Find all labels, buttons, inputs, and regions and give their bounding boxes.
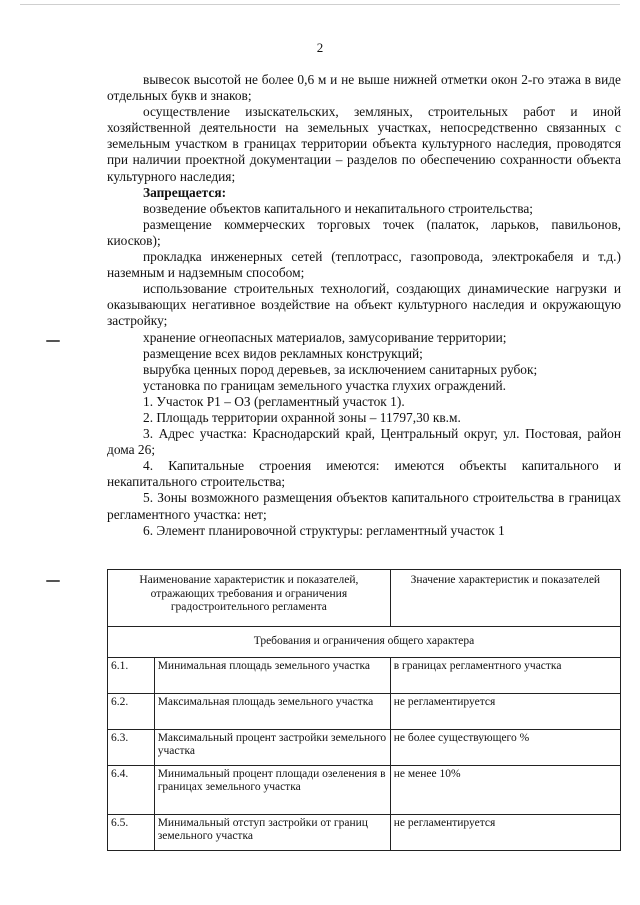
paragraph: размещение всех видов рекламных конструкций; (143, 345, 423, 361)
scan-edge-line (20, 4, 620, 5)
paragraph: вырубка ценных пород деревьев, за исключением санитарных рубок; (143, 361, 538, 377)
margin-mark (46, 580, 60, 582)
paragraph: 1. Участок Р1 – ОЗ (регламентный участок 1). (143, 393, 405, 409)
paragraph: хранение огнеопасных материалов, замусоривание территории; (143, 329, 507, 345)
header-characteristics: Наименование характеристик и показателей, отражающих требования и ограничения градостроительного регламента (108, 570, 391, 627)
row-number: 6.3. (108, 729, 155, 765)
row-number: 6.2. (108, 693, 155, 729)
paragraph: 4. Капитальные строения имеются: имеются объекты капитального и некапитального строительства; (107, 458, 621, 490)
paragraph: использование строительных технологий, создающих динамические нагрузки и оказывающих негативное воздействие на объект культурного наследия и окружающую застройку; (107, 281, 621, 329)
row-value: не более существующего % (390, 729, 620, 765)
header-values: Значение характеристик и показателей (390, 570, 620, 627)
body-text (107, 72, 621, 539)
row-value: не менее 10% (390, 765, 620, 814)
table-row (108, 729, 621, 765)
paragraph: 2. Площадь территории охранной зоны – 11797,30 кв.м. (143, 409, 461, 425)
row-characteristic: Максимальный процент застройки земельного участка (154, 729, 390, 765)
paragraph: установка по границам земельного участка глухих ограждений. (143, 377, 507, 393)
table-section-row (108, 627, 621, 658)
section-heading: Запрещается: (143, 184, 227, 200)
row-number: 6.4. (108, 765, 155, 814)
table-row (108, 693, 621, 729)
paragraph: вывесок высотой не более 0,6 м и не выше нижней отметки окон 2-го этажа в виде отдельных букв и знаков; (107, 72, 621, 104)
regulation-table (107, 569, 621, 851)
row-value: не регламентируется (390, 693, 620, 729)
row-characteristic: Максимальная площадь земельного участка (154, 693, 390, 729)
paragraph: осуществление изыскательских, земляных, строительных работ и иной хозяйственной деятельности на земельных участках, непосредственно связанных с земельным участком в границах территории объекта культурного наследия, проводятся при наличии проектной документации – разделов по обеспечению сохранности объекта культурного наследия; (107, 104, 621, 184)
row-value: не регламентируется (390, 814, 620, 850)
paragraph: прокладка инженерных сетей (теплотрасс, газопровода, электрокабеля и т.д.) наземным и надземным способом; (107, 249, 621, 281)
paragraph: 6. Элемент планировочной структуры: регламентный участок 1 (143, 522, 505, 538)
paragraph: 5. Зоны возможного размещения объектов капитального строительства в границах регламентного участка: нет; (107, 490, 621, 522)
table-row (108, 765, 621, 814)
margin-mark (46, 340, 60, 342)
row-characteristic: Минимальная площадь земельного участка (154, 657, 390, 693)
table-row (108, 814, 621, 850)
row-number: 6.5. (108, 814, 155, 850)
paragraph: размещение коммерческих торговых точек (палаток, ларьков, павильонов, киосков); (107, 216, 621, 248)
row-number: 6.1. (108, 657, 155, 693)
section-title: Требования и ограничения общего характера (108, 627, 621, 658)
row-characteristic: Минимальный процент площади озеленения в границах земельного участка (154, 765, 390, 814)
table-row (108, 657, 621, 693)
paragraph: 3. Адрес участка: Краснодарский край, Центральный округ, ул. Постовая, район дома 26; (107, 426, 621, 458)
row-value: в границах регламентного участка (390, 657, 620, 693)
table-header-row (108, 570, 621, 627)
paragraph: возведение объектов капитального и некапитального строительства; (143, 200, 534, 216)
row-characteristic: Минимальный отступ застройки от границ земельного участка (154, 814, 390, 850)
page-number: 2 (316, 40, 324, 55)
